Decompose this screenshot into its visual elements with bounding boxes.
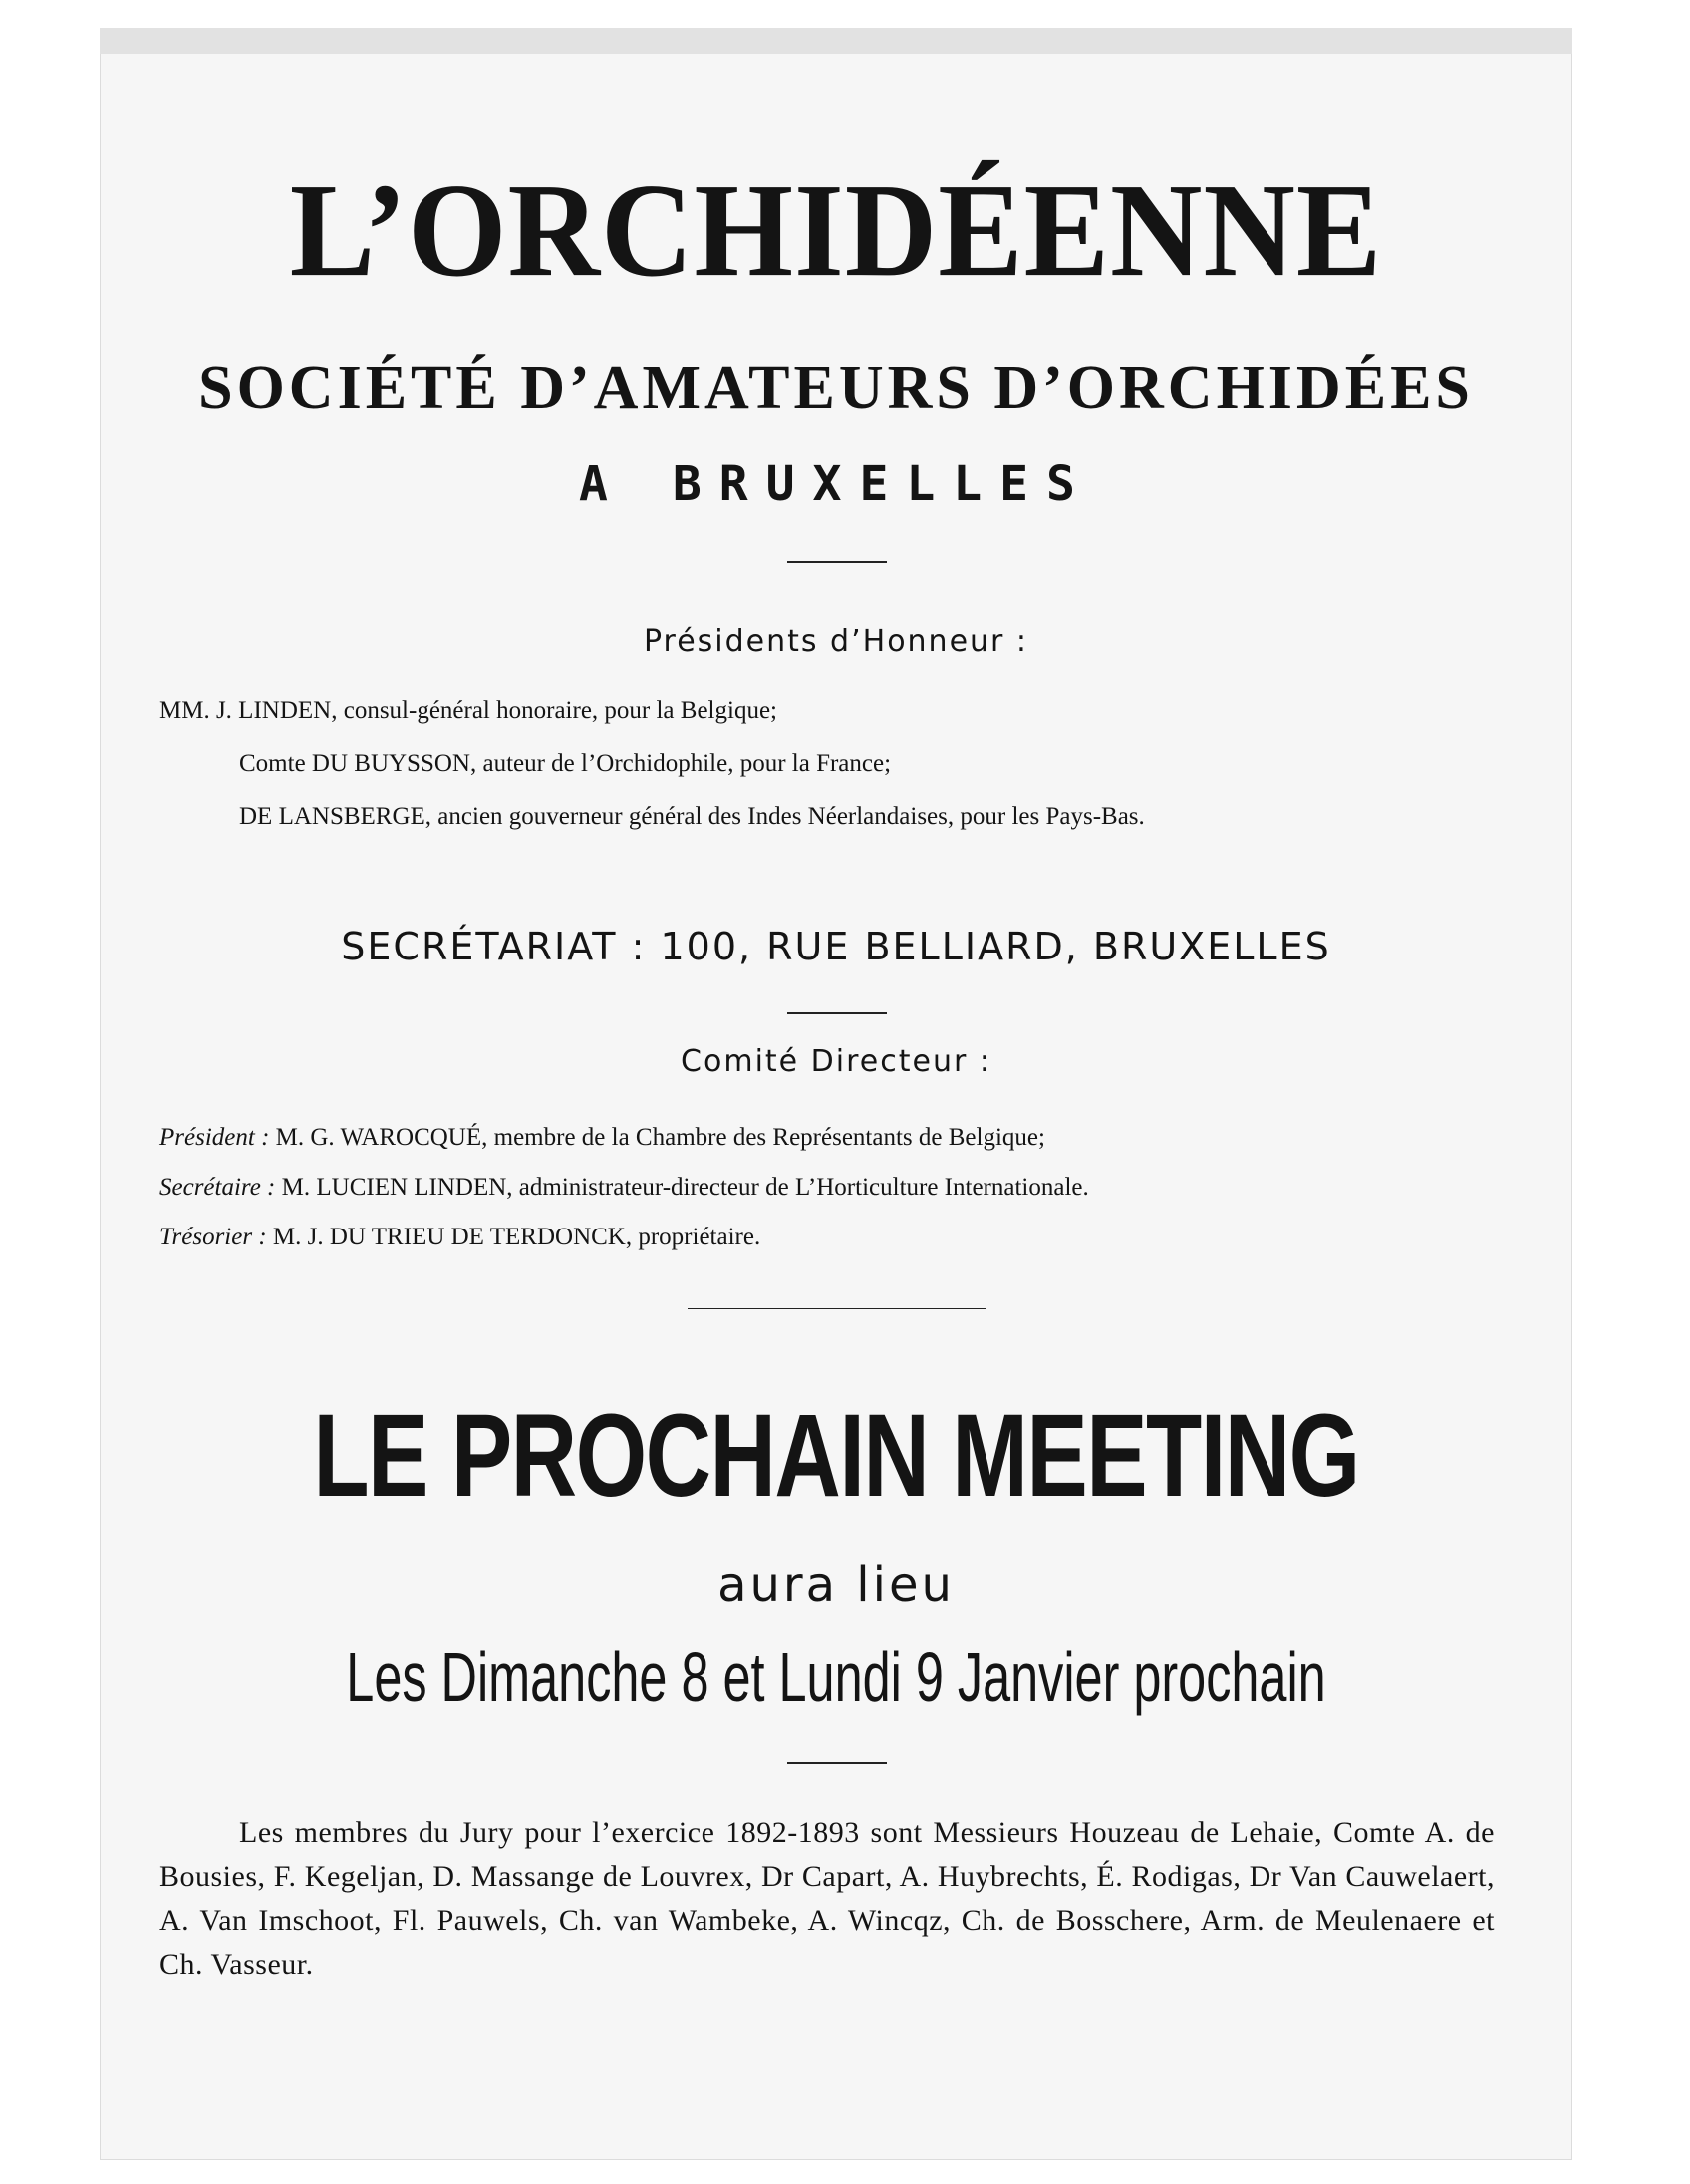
- president-lansberge: DE LANSBERGE, ancien gouverneur général des Indes Néerlandaises, pour les Pays-Bas.: [239, 803, 1145, 830]
- role-label: Secrétaire :: [159, 1174, 276, 1201]
- meeting-dates: Les Dimanche 8 et Lundi 9 Janvier prochain: [346, 1638, 1326, 1716]
- society-city: A BRUXELLES: [579, 456, 1093, 512]
- comite-tresorier: [159, 1224, 760, 1251]
- presidents-heading: Présidents d’Honneur :: [643, 624, 1029, 659]
- jury-text: Les membres du Jury pour l’exercice 1892-1893 sont Messieurs Houzeau de Lehaie, Comte A. de Bousies, F. Kegeljan, D. Massange de Louvrex, Dr Capart, A. Huybrechts, É. Rodigas, Dr Van Cauwelaert, A. Van Imschoot, Fl. Pauwels, Ch. van Wambeke, A. Wincqz, Ch. de Bosschere, Arm. de Meulenaere et Ch. Vasseur.: [159, 1816, 1495, 1981]
- meeting-title: LE PROCHAIN MEETING: [313, 1390, 1359, 1521]
- bleed-through-decoration: [229, 526, 252, 629]
- page-top-strip: [100, 28, 1572, 54]
- president-buysson: Comte DU BUYSSON, auteur de l’Orchidophile, pour la France;: [239, 750, 892, 777]
- jury-paragraph: [159, 1811, 1495, 1987]
- meeting-subtitle: aura lieu: [717, 1557, 955, 1613]
- role-label: Trésorier :: [159, 1224, 267, 1250]
- document-page: [100, 28, 1572, 2160]
- comite-heading: Comité Directeur :: [681, 1044, 991, 1079]
- divider: [787, 1012, 887, 1014]
- role-label: Président :: [159, 1124, 270, 1151]
- secretariat-address: SECRÉTARIAT : 100, RUE BELLIARD, BRUXELLES: [341, 925, 1331, 968]
- comite-secretaire: [159, 1174, 1089, 1202]
- comite-president: [159, 1124, 1045, 1152]
- divider: [787, 561, 887, 563]
- member-text: M. G. WAROCQUÉ, membre de la Chambre des Représentants de Belgique;: [275, 1124, 1045, 1151]
- member-text: M. J. DU TRIEU DE TERDONCK, propriétaire.: [272, 1224, 761, 1250]
- society-subtitle: SOCIÉTÉ D’AMATEURS D’ORCHIDÉES: [198, 354, 1474, 421]
- divider: [787, 1762, 887, 1764]
- president-linden: MM. J. LINDEN, consul-général honoraire, pour la Belgique;: [159, 697, 777, 724]
- member-text: M. LUCIEN LINDEN, administrateur-directeur de L’Horticulture Internationale.: [281, 1174, 1089, 1201]
- journal-title: L’ORCHIDÉENNE: [289, 155, 1383, 305]
- divider: [688, 1308, 986, 1309]
